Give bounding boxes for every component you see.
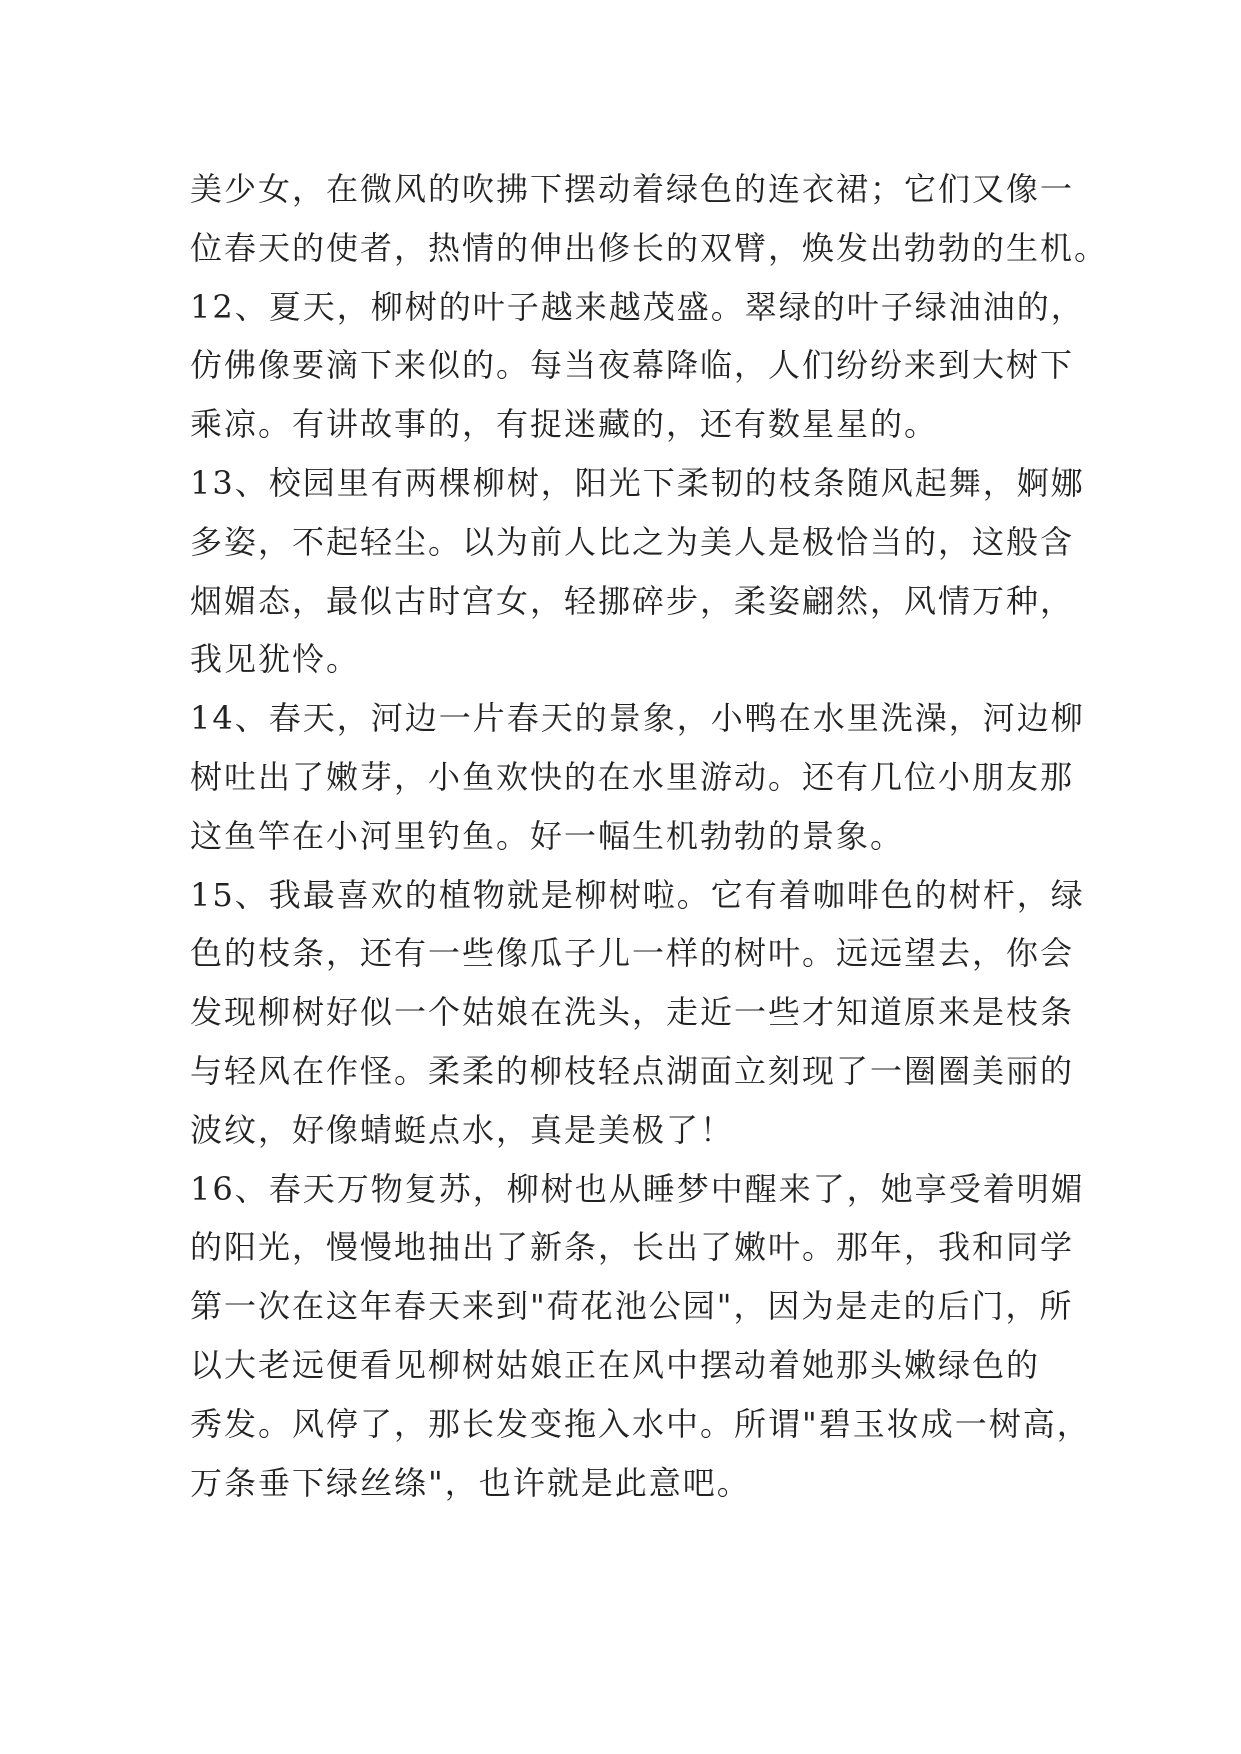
text-line: 位春天的使者，热情的伸出修长的双臂，焕发出勃勃的生机。 xyxy=(190,228,1109,267)
text-line: 波纹，好像蜻蜓点水，真是美极了！ xyxy=(190,1110,735,1149)
text-line: 以大老远便看见柳树姑娘正在风中摆动着她那头嫩绿色的 xyxy=(190,1345,1041,1384)
text-line: 12、夏天，柳树的叶子越来越茂盛。翠绿的叶子绿油油的， xyxy=(190,287,1085,326)
text-line: 第一次在这年春天来到"荷花池公园"，因为是走的后门，所 xyxy=(190,1287,1074,1326)
text-line: 与轻风在作怪。柔柔的柳枝轻点湖面立刻现了一圈圈美丽的 xyxy=(190,1051,1075,1090)
text-line: 这鱼竿在小河里钓鱼。好一幅生机勃勃的景象。 xyxy=(190,816,905,855)
text-line: 13、校园里有两棵柳树，阳光下柔韧的枝条随风起舞，婀娜 xyxy=(190,463,1085,502)
text-line: 色的枝条，还有一些像瓜子儿一样的树叶。远远望去，你会 xyxy=(190,934,1075,973)
text-line: 发现柳树好似一个姑娘在洗头，走近一些才知道原来是枝条 xyxy=(190,993,1075,1032)
text-line: 万条垂下绿丝绦"，也许就是此意吧。 xyxy=(190,1463,751,1502)
text-line: 秀发。风停了，那长发变拖入水中。所谓"碧玉妆成一树高， xyxy=(190,1404,1091,1443)
text-line: 16、春天万物复苏，柳树也从睡梦中醒来了，她享受着明媚 xyxy=(190,1169,1085,1208)
text-line: 15、我最喜欢的植物就是柳树啦。它有着咖啡色的树杆，绿 xyxy=(190,875,1085,914)
text-line: 我见犹怜。 xyxy=(190,640,361,679)
text-line: 14、春天，河边一片春天的景象，小鸭在水里洗澡，河边柳 xyxy=(190,699,1085,738)
text-line: 树吐出了嫩芽，小鱼欢快的在水里游动。还有几位小朋友那 xyxy=(190,757,1075,796)
text-line: 多姿，不起轻尘。以为前人比之为美人是极恰当的，这般含 xyxy=(190,522,1075,561)
text-line: 美少女，在微风的吹拂下摆动着绿色的连衣裙；它们又像一 xyxy=(190,170,1075,208)
text-line: 仿佛像要滴下来似的。每当夜幕降临，人们纷纷来到大树下 xyxy=(190,346,1075,385)
document-body xyxy=(190,160,1109,1512)
text-line: 的阳光，慢慢地抽出了新条，长出了嫩叶。那年，我和同学 xyxy=(190,1228,1075,1267)
text-line: 烟媚态，最似古时宫女，轻挪碎步，柔姿翩然，风情万种， xyxy=(190,581,1075,620)
text-line: 乘凉。有讲故事的，有捉迷藏的，还有数星星的。 xyxy=(190,405,939,444)
